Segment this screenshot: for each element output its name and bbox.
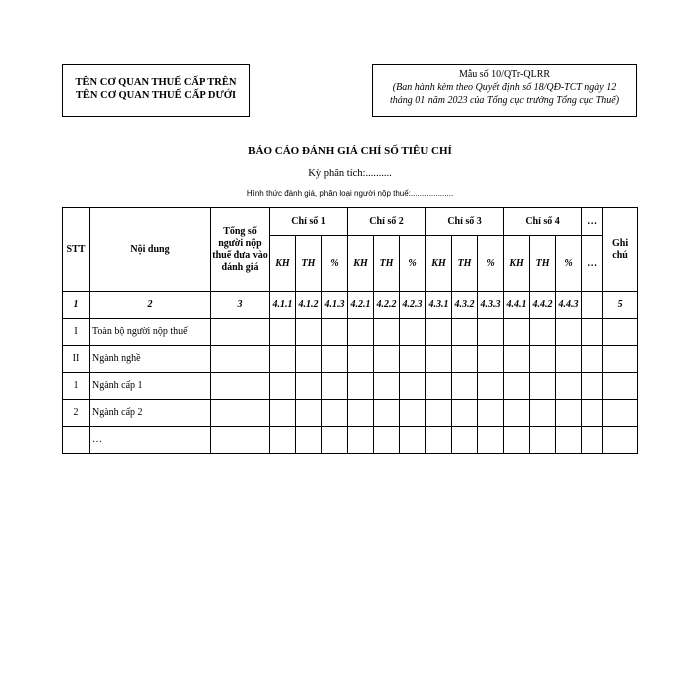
row-content: Ngành cấp 2	[90, 400, 211, 427]
row-cell	[322, 400, 348, 427]
report-title: BÁO CÁO ĐÁNH GIÁ CHỈ SỐ TIÊU CHÍ	[248, 145, 452, 157]
code-4-3: 4.4.3	[556, 292, 582, 319]
row-cell	[426, 427, 452, 454]
code-1-1: 4.1.1	[270, 292, 296, 319]
row-cell	[452, 346, 478, 373]
row-cell	[211, 427, 270, 454]
header-stt: STT	[63, 208, 90, 292]
row-cell	[426, 319, 452, 346]
row-cell	[296, 427, 322, 454]
form-code: Mẫu số 10/QTr-QLRR	[458, 69, 551, 80]
code-4-1: 4.4.1	[504, 292, 530, 319]
row-cell	[556, 346, 582, 373]
num-content: 2	[90, 292, 211, 319]
row-cell	[296, 319, 322, 346]
table-row	[63, 292, 638, 319]
row-cell	[530, 373, 556, 400]
subheader-4-1: KH	[504, 236, 530, 292]
row-cell	[296, 373, 322, 400]
report-period: Kỳ phân tích:..........	[308, 168, 392, 179]
subheader-3-2: TH	[452, 236, 478, 292]
code-3-2: 4.3.2	[452, 292, 478, 319]
row-cell	[348, 373, 374, 400]
agency-box	[62, 64, 250, 117]
row-cell	[270, 319, 296, 346]
subheader-3-1: KH	[426, 236, 452, 292]
row-cell	[322, 346, 348, 373]
form-code-box	[372, 64, 637, 117]
row-cell	[270, 373, 296, 400]
row-cell	[348, 319, 374, 346]
num-total: 3	[211, 292, 270, 319]
row-cell	[504, 373, 530, 400]
row-cell	[478, 400, 504, 427]
row-cell	[603, 400, 638, 427]
header-ellipsis: …	[582, 208, 603, 236]
row-cell	[211, 400, 270, 427]
row-cell	[400, 373, 426, 400]
subheader-2-3: %	[400, 236, 426, 292]
header-total: Tổng số người nộp thuế đưa vào đánh giá	[211, 208, 270, 292]
row-cell	[270, 346, 296, 373]
row-cell	[452, 373, 478, 400]
code-3-3: 4.3.3	[478, 292, 504, 319]
row-cell	[374, 400, 400, 427]
table-row	[63, 427, 638, 454]
header-indicator-4: Chỉ số 4	[504, 208, 582, 236]
row-cell	[296, 400, 322, 427]
row-cell	[348, 400, 374, 427]
row-cell	[270, 400, 296, 427]
row-cell	[530, 346, 556, 373]
row-cell	[348, 427, 374, 454]
num-stt: 1	[63, 292, 90, 319]
row-stt: 1	[63, 373, 90, 400]
row-cell	[478, 427, 504, 454]
subheader-2-2: TH	[374, 236, 400, 292]
report-method: Hình thức đánh giá, phân loại người nộp thuế:...................	[246, 189, 454, 198]
table-row	[63, 208, 638, 236]
row-cell	[400, 346, 426, 373]
row-cell	[322, 373, 348, 400]
header-note: Ghi chú	[603, 208, 638, 292]
code-4-2: 4.4.2	[530, 292, 556, 319]
code-1-2: 4.1.2	[296, 292, 322, 319]
row-cell	[322, 319, 348, 346]
subheader-4-3: %	[556, 236, 582, 292]
row-cell	[504, 427, 530, 454]
row-content: …	[90, 427, 211, 454]
code-1-3: 4.1.3	[322, 292, 348, 319]
subheader-2-1: KH	[348, 236, 374, 292]
table-row	[63, 373, 638, 400]
row-cell	[556, 427, 582, 454]
table-row	[63, 346, 638, 373]
row-content: Ngành nghề	[90, 346, 211, 373]
row-cell	[582, 427, 603, 454]
row-cell	[603, 427, 638, 454]
code-2-3: 4.2.3	[400, 292, 426, 319]
row-cell	[426, 373, 452, 400]
table-row	[63, 400, 638, 427]
row-cell	[452, 400, 478, 427]
row-stt: II	[63, 346, 90, 373]
row-cell	[530, 427, 556, 454]
row-cell	[556, 400, 582, 427]
row-cell	[400, 400, 426, 427]
row-cell	[603, 346, 638, 373]
row-cell	[582, 373, 603, 400]
row-stt: I	[63, 319, 90, 346]
row-content: Toàn bộ người nộp thuế	[90, 319, 211, 346]
row-cell	[530, 400, 556, 427]
row-cell	[556, 373, 582, 400]
subheader-1-2: TH	[296, 236, 322, 292]
form-note-line-1: (Ban hành kèm theo Quyết định số 18/QĐ-TCT ngày 12	[392, 82, 617, 93]
row-cell	[603, 319, 638, 346]
row-cell	[211, 319, 270, 346]
row-cell	[603, 373, 638, 400]
row-cell	[211, 346, 270, 373]
row-content: Ngành cấp 1	[90, 373, 211, 400]
row-cell	[556, 319, 582, 346]
row-cell	[400, 319, 426, 346]
row-cell	[374, 373, 400, 400]
code-3-1: 4.3.1	[426, 292, 452, 319]
header-content: Nội dung	[90, 208, 211, 292]
row-cell	[211, 373, 270, 400]
report-table-body	[63, 208, 638, 454]
form-note-line-2: tháng 01 năm 2023 của Tổng cục trưởng Tổng cục Thuế)	[389, 95, 620, 106]
header-indicator-1: Chỉ số 1	[270, 208, 348, 236]
row-cell	[374, 427, 400, 454]
num-note: 5	[603, 292, 638, 319]
row-cell	[582, 346, 603, 373]
row-cell	[374, 346, 400, 373]
agency-lower: TÊN CƠ QUAN THUẾ CẤP DƯỚI	[75, 90, 237, 101]
row-cell	[504, 346, 530, 373]
row-cell	[322, 427, 348, 454]
subheader-1-1: KH	[270, 236, 296, 292]
row-cell	[504, 400, 530, 427]
row-cell	[478, 373, 504, 400]
table-row	[63, 319, 638, 346]
row-cell	[452, 427, 478, 454]
header-indicator-2: Chỉ số 2	[348, 208, 426, 236]
row-cell	[452, 319, 478, 346]
code-2-2: 4.2.2	[374, 292, 400, 319]
row-cell	[530, 319, 556, 346]
code-2-1: 4.2.1	[348, 292, 374, 319]
row-cell	[504, 319, 530, 346]
row-cell	[478, 346, 504, 373]
subheader-3-3: %	[478, 236, 504, 292]
report-table	[62, 207, 638, 454]
header-indicator-3: Chỉ số 3	[426, 208, 504, 236]
row-cell	[400, 427, 426, 454]
row-stt: 2	[63, 400, 90, 427]
agency-upper: TÊN CƠ QUAN THUẾ CẤP TRÊN	[75, 77, 237, 88]
row-cell	[426, 400, 452, 427]
row-cell	[296, 346, 322, 373]
row-cell	[270, 427, 296, 454]
row-cell	[582, 400, 603, 427]
subheader-1-3: %	[322, 236, 348, 292]
row-cell	[478, 319, 504, 346]
row-cell	[582, 319, 603, 346]
row-cell	[348, 346, 374, 373]
row-stt	[63, 427, 90, 454]
row-cell	[426, 346, 452, 373]
subheader-4-2: TH	[530, 236, 556, 292]
row-cell	[374, 319, 400, 346]
subheader-ellipsis: …	[582, 236, 603, 292]
num-ellipsis	[582, 292, 603, 319]
